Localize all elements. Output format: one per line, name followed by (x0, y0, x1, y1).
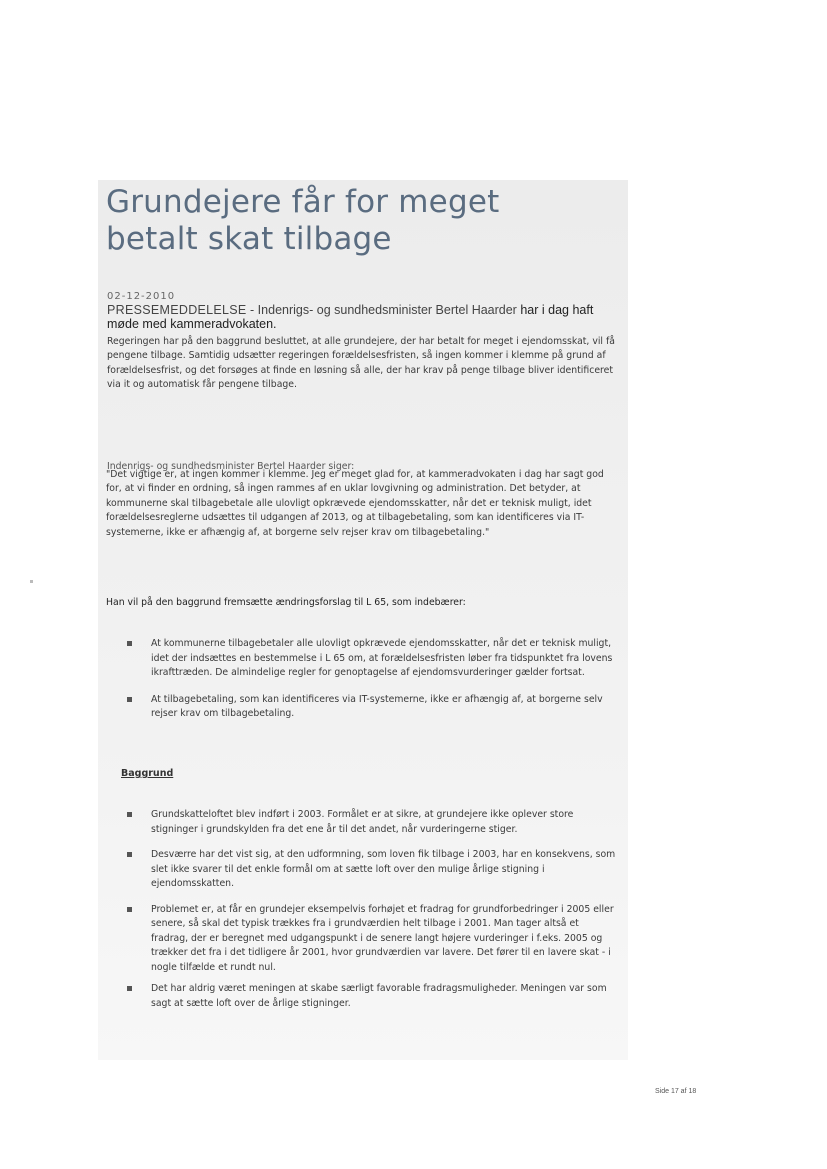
list-item-text: Det har aldrig været meningen at skabe særligt favorable fradragsmuligheder. Meningen var som sagt at sætte loft over de årlige stigninger. (151, 983, 607, 1009)
page-number: Side 17 af 18 (655, 1088, 697, 1095)
list-item (127, 982, 617, 1011)
press-release-lead (107, 303, 622, 331)
list-item-text: At tilbagebetaling, som kan identificeres via IT-systemerne, ikke er afhængig af, at borgerne selv rejser krav om tilbagebetaling. (151, 693, 603, 719)
list-item (127, 848, 617, 892)
bullet-icon (127, 697, 132, 702)
bullet-icon (127, 852, 132, 857)
list-item (127, 903, 617, 976)
scan-speck (30, 580, 33, 583)
list-item (127, 808, 617, 837)
background-list (127, 808, 617, 1022)
list-item-text: At kommunerne tilbagebetaler alle ulovligt opkrævede ejendomsskatter, når det er teknisk muligt, idet der indsættes en bestemmelse i L 65 om, at forældelsesfristen løber fra tidspunktet fra lovens ikrafttræden. De almindelige regler for genoptagelse af ejendomsvurderinger gælder fortsat. (151, 638, 613, 678)
bullet-icon (127, 986, 132, 991)
list-item-text: Problemet er, at får en grundejer eksempelvis forhøjet et fradrag for grundforbedringer i 2005 eller senere, så skal det typisk trækkes fra i grundværdien helt tilbage i 2001. Man tager altså et fradrag, der er beregnet med udgangspunkt i de senere langt højere vurderinger i f.eks. 2005 og trækker det fra i det tidligere år 2001, hvor grundværdien var lavere. Det fører til en lavere skat - i nogle tilfælde et rundt nul. (151, 903, 614, 973)
list-item (127, 693, 617, 722)
bullet-icon (127, 641, 132, 646)
press-release-emphasis: har i dag haft møde med kammeradvokaten. (107, 303, 594, 331)
article-date: 02-12-2010 (107, 291, 176, 302)
list-item (127, 637, 617, 681)
bullet-icon (127, 907, 132, 912)
amendment-list (127, 637, 617, 722)
intro-paragraph: Regeringen har på den baggrund besluttet, at alle grundejere, der har betalt for meget i ejendomsskat, vil få pengene tilbage. Samtidig udsætter regeringen forældelsesfristen, så ingen kommer i klemme på grund af forældelsesfrist, og det forsøges at finde en løsning så alle, der har krav på penge tilbage bliver identificeret via it og automatisk får pengene tilbage. (107, 336, 615, 391)
list-item-text: Desværre har det vist sig, at den udformning, som loven fik tilbage i 2003, har en konsekvens, som slet ikke svarer til det enkle formål om at sætte loft over den mulige årlige stigning i ejendomsskatten. (151, 849, 616, 889)
section-heading-baggrund: Baggrund (121, 768, 174, 779)
press-release-text: - Indenrigs- og sundhedsminister Bertel Haarder (246, 303, 521, 317)
amendment-intro: Han vil på den baggrund fremsætte ændringsforslag til L 65, som indebærer: (106, 597, 466, 608)
list-item-text: Grundskatteloftet blev indført i 2003. Formålet er at sikre, at grundejere ikke oplever store stigninger i grundskylden fra det ene år til det andet, når vurderingerne stiger. (151, 809, 574, 835)
article-title: Grundejere får for meget betalt skat tilbage (106, 184, 500, 257)
press-release-label: PRESSEMEDDELELSE (107, 303, 247, 317)
minister-says: Indenrigs- og sundhedsminister Bertel Haarder siger: (107, 461, 355, 472)
minister-quote: "Det vigtige er, at ingen kommer i klemme. Jeg er meget glad for, at kammeradvokaten i dag har sagt god for, at vi finder en ordning, så ingen rammes af en uklar lovgivning og administration. Det betyder, at kommunerne skal tilbagebetale alle ulovligt opkrævede ejendomsskatter, når det er teknisk muligt, idet forældelsesreglerne udsættes til udgangen af 2013, og at tilbagebetaling, som kan identificeres via IT-systemerne, ikke er afhængig af, at borgerne selv rejser krav om tilbagebetaling." (106, 469, 604, 538)
bullet-icon (127, 812, 132, 817)
